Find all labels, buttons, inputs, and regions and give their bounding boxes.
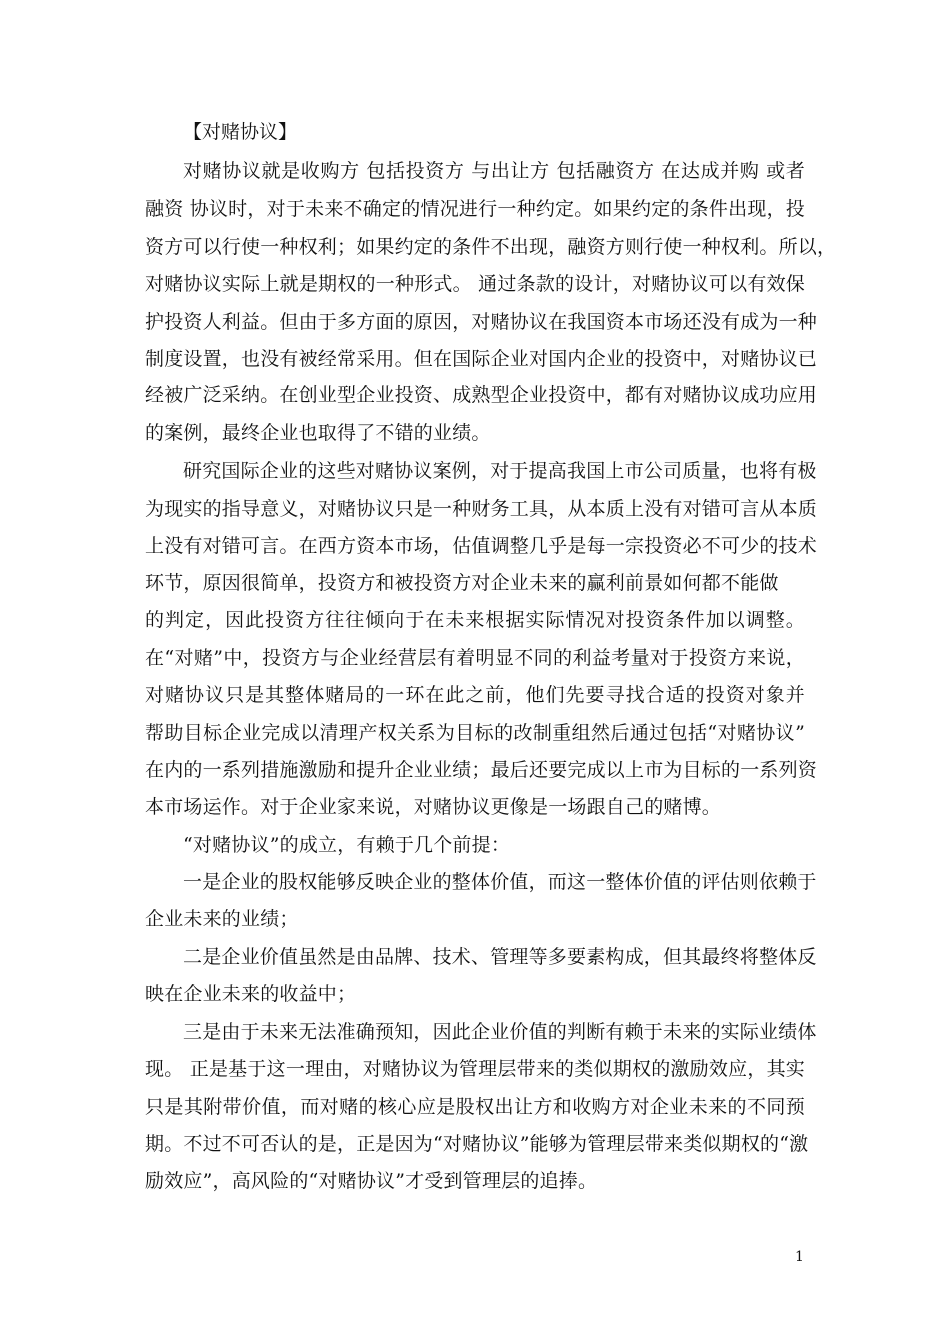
paragraph-line: 护投资人利益。但由于多方面的原因，对赌协议在我国资本市场还没有成为一种 <box>145 311 818 333</box>
paragraph-line: 只是其附带价值，而对赌的核心应是股权出让方和收购方对企业未来的不同预 <box>145 1096 805 1118</box>
paragraph-line: 环节，原因很简单，投资方和被投资方对企业未来的赢利前景如何都不能做 <box>145 572 779 594</box>
paragraph-line: 在“对赌”中，投资方与企业经营层有着明显不同的利益考量对于投资方来说， <box>145 647 805 669</box>
paragraph-line: 期。不过不可否认的是，正是因为“对赌协议”能够为管理层带来类似期权的“激 <box>145 1133 809 1155</box>
page-number: 1 <box>795 1249 804 1265</box>
paragraph-line: 为现实的指导意义，对赌协议只是一种财务工具，从本质上没有对错可言从本质 <box>145 498 818 520</box>
paragraph-line: 资方可以行使一种权利；如果约定的条件不出现，融资方则行使一种权利。所以， <box>145 236 837 258</box>
paragraph-line: 帮助目标企业完成以清理产权关系为目标的改制重组然后通过包括“对赌协议” <box>145 722 805 744</box>
paragraph-line: 上没有对错可言。在西方资本市场，估值调整几乎是每一宗投资必不可少的技术 <box>145 535 818 557</box>
paragraph-line: 经被广泛采纳。在创业型企业投资、成熟型企业投资中，都有对赌协议成功应用 <box>145 384 818 406</box>
section-heading: 【对赌协议】 <box>183 121 298 143</box>
paragraph-line: 的判定，因此投资方往往倾向于在未来根据实际情况对投资条件加以调整。 <box>145 609 805 631</box>
paragraph-line: 融资 协议时，对于未来不确定的情况进行一种约定。如果约定的条件出现，投 <box>145 198 805 220</box>
paragraph-line: 一是企业的股权能够反映企业的整体价值，而这一整体价值的评估则依赖于 <box>183 871 817 893</box>
paragraph-line: 二是企业价值虽然是由品牌、技术、管理等多要素构成，但其最终将整体反 <box>183 946 817 968</box>
paragraph-line: 三是由于未来无法准确预知，因此企业价值的判断有赖于未来的实际业绩体 <box>183 1021 817 1043</box>
paragraph-line: 研究国际企业的这些对赌协议案例，对于提高我国上市公司质量，也将有极 <box>183 460 817 482</box>
paragraph-line: 在内的一系列措施激励和提升企业业绩；最后还要完成以上市为目标的一系列资 <box>145 759 818 781</box>
paragraph-line: 制度设置，也没有被经常采用。但在国际企业对国内企业的投资中，对赌协议已 <box>145 348 818 370</box>
paragraph-line: “对赌协议”的成立，有赖于几个前提： <box>183 834 511 856</box>
paragraph-line: 对赌协议只是其整体赌局的一环在此之前，他们先要寻找合适的投资对象并 <box>145 684 805 706</box>
paragraph-line: 企业未来的业绩； <box>145 908 299 930</box>
paragraph-line: 励效应”，高风险的“对赌协议”才受到管理层的追捧。 <box>145 1170 598 1192</box>
paragraph-line: 对赌协议实际上就是期权的一种形式。 通过条款的设计，对赌协议可以有效保 <box>145 273 805 295</box>
paragraph-line: 的案例，最终企业也取得了不错的业绩。 <box>145 422 491 444</box>
paragraph-line: 对赌协议就是收购方 包括投资方 与出让方 包括融资方 在达成并购 或者 <box>183 160 805 182</box>
paragraph-line: 映在企业未来的收益中； <box>145 983 357 1005</box>
paragraph-line: 本市场运作。对于企业家来说，对赌协议更像是一场跟自己的赌博。 <box>145 796 722 818</box>
paragraph-line: 现。 正是基于这一理由，对赌协议为管理层带来的类似期权的激励效应，其实 <box>145 1058 805 1080</box>
